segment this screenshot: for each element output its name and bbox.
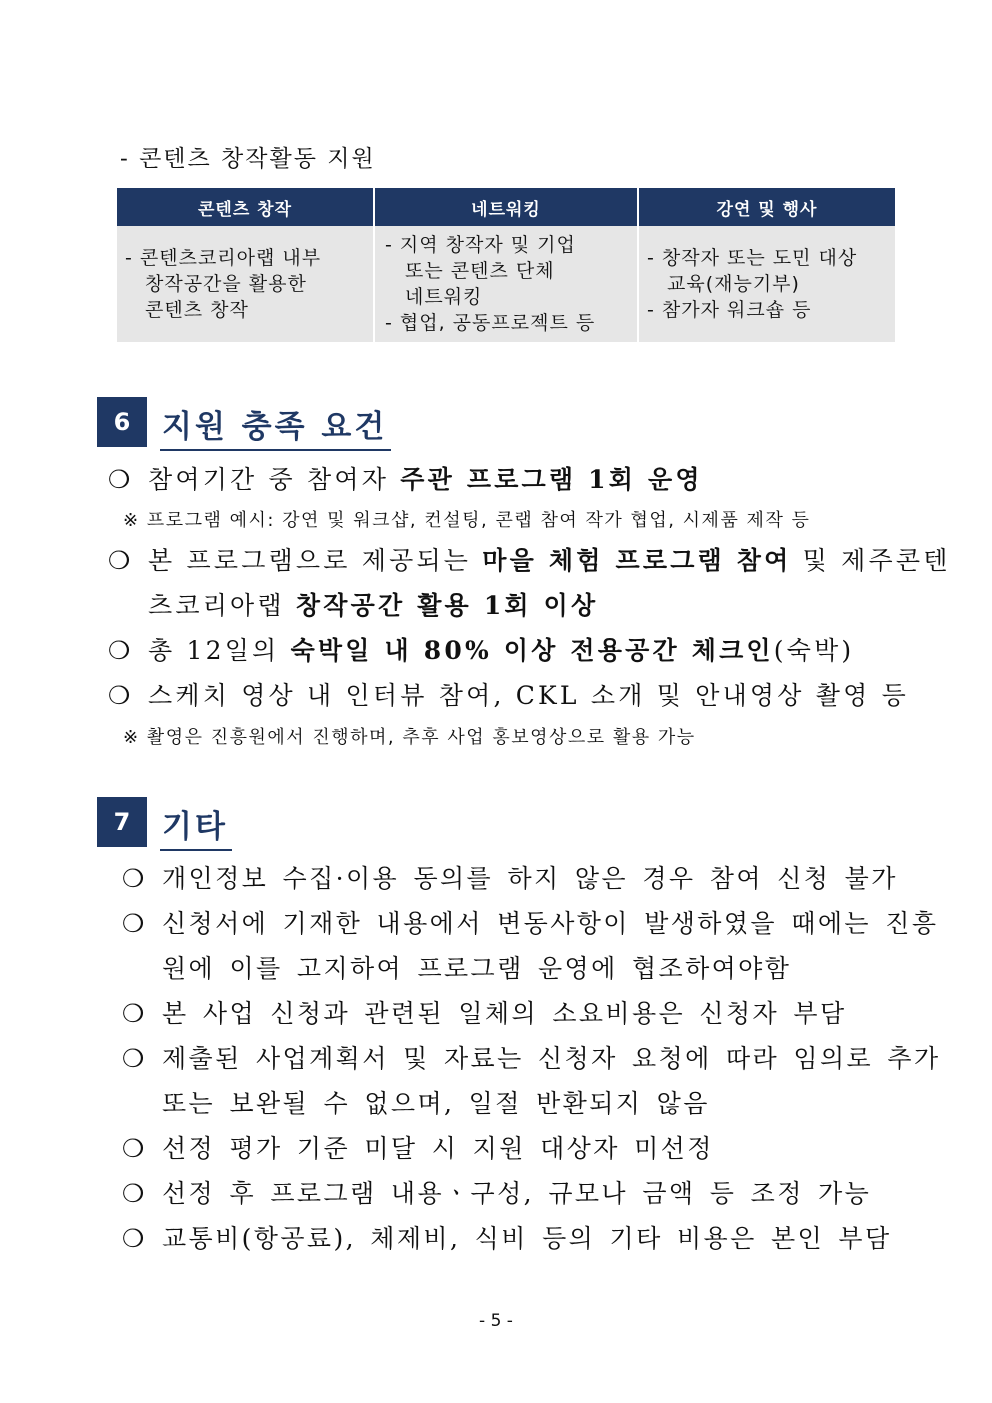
content-support-heading: - 콘텐츠 창작활동 지원 (120, 146, 376, 172)
circle-bullet-icon: ❍ (122, 1224, 147, 1253)
requirement-item: ❍ 본 프로그램으로 제공되는 마을 체험 프로그램 참여 및 제주콘텐 (108, 544, 908, 578)
cell-line: - 지역 창작자 및 기업 (385, 234, 576, 256)
circle-bullet-icon: ❍ (108, 546, 134, 575)
content-support-table (117, 188, 895, 342)
circle-bullet-icon: ❍ (122, 864, 147, 893)
misc-item: ❍ 교통비(항공료), 체제비, 식비 등의 기타 비용은 본인 부담 (122, 1222, 902, 1256)
table-header-networking: 네트워킹 (374, 188, 638, 226)
cell-line: 교육(재능기부) (667, 273, 800, 295)
misc-item: ❍ 본 사업 신청과 관련된 일체의 소요비용은 신청자 부담 (122, 997, 902, 1031)
circle-bullet-icon: ❍ (108, 681, 134, 710)
cell-line: 네트워킹 (405, 286, 483, 308)
circle-bullet-icon: ❍ (122, 1044, 147, 1073)
misc-item: ❍ 개인정보 수집·이용 동의를 하지 않은 경우 참여 신청 불가 (122, 862, 902, 896)
filming-note: ※ 촬영은 진흥원에서 진행하며, 추후 사업 홍보영상으로 활용 가능 (123, 727, 696, 748)
circle-bullet-icon: ❍ (122, 1179, 147, 1208)
cell-line: - 콘텐츠코리아랩 내부 (125, 247, 322, 269)
program-example-note: ※ 프로그램 예시: 강연 및 워크샵, 컨설팅, 콘랩 참여 작가 협업, 시제품 제작 등 (123, 510, 811, 531)
requirement-item: ❍ 총 12일의 숙박일 내 80% 이상 전용공간 체크인(숙박) (108, 634, 908, 668)
table-header-creation: 콘텐츠 창작 (117, 188, 374, 226)
section-7-number: 7 (97, 797, 147, 847)
table-header-lecture: 강연 및 행사 (638, 188, 895, 226)
cell-line: - 참가자 워크숍 등 (647, 299, 812, 321)
circle-bullet-icon: ❍ (122, 909, 147, 938)
table-cell-lecture (638, 226, 895, 342)
misc-item: ❍ 제출된 사업계획서 및 자료는 신청자 요청에 따라 임의로 추가 (122, 1042, 902, 1076)
misc-item: ❍ 선정 평가 기준 미달 시 지원 대상자 미선정 (122, 1132, 902, 1166)
table-cell-creation (117, 226, 374, 342)
section-7-title: 기타 (160, 801, 232, 851)
requirement-item: ❍ 참여기간 중 참여자 주관 프로그램 1회 운영 (108, 463, 908, 497)
misc-item-continuation: 원에 이를 고지하여 프로그램 운영에 협조하여야함 (162, 954, 792, 983)
cell-line: 또는 콘텐츠 단체 (405, 260, 555, 282)
cell-line: 창작공간을 활용한 (145, 273, 307, 295)
circle-bullet-icon: ❍ (108, 465, 134, 494)
section-6-number: 6 (97, 397, 147, 447)
section-6-title: 지원 충족 요건 (160, 401, 391, 451)
circle-bullet-icon: ❍ (108, 636, 134, 665)
requirement-item-continuation: 츠코리아랩 창작공간 활용 1회 이상 (148, 591, 599, 620)
cell-line: - 창작자 또는 도민 대상 (647, 247, 858, 269)
page-number: - 5 - (479, 1311, 513, 1331)
cell-line: - 협업, 공동프로젝트 등 (385, 312, 596, 334)
circle-bullet-icon: ❍ (122, 999, 147, 1028)
table-cell-networking (374, 226, 638, 342)
misc-item: ❍ 선정 후 프로그램 내용ㆍ구성, 규모나 금액 등 조정 가능 (122, 1177, 902, 1211)
requirement-item: ❍ 스케치 영상 내 인터뷰 참여, CKL 소개 및 안내영상 촬영 등 (108, 679, 908, 713)
circle-bullet-icon: ❍ (122, 1134, 147, 1163)
misc-item: ❍ 신청서에 기재한 내용에서 변동사항이 발생하였을 때에는 진흥 (122, 907, 902, 941)
misc-item-continuation: 또는 보완될 수 없으며, 일절 반환되지 않음 (162, 1089, 710, 1118)
cell-line: 콘텐츠 창작 (145, 299, 249, 321)
